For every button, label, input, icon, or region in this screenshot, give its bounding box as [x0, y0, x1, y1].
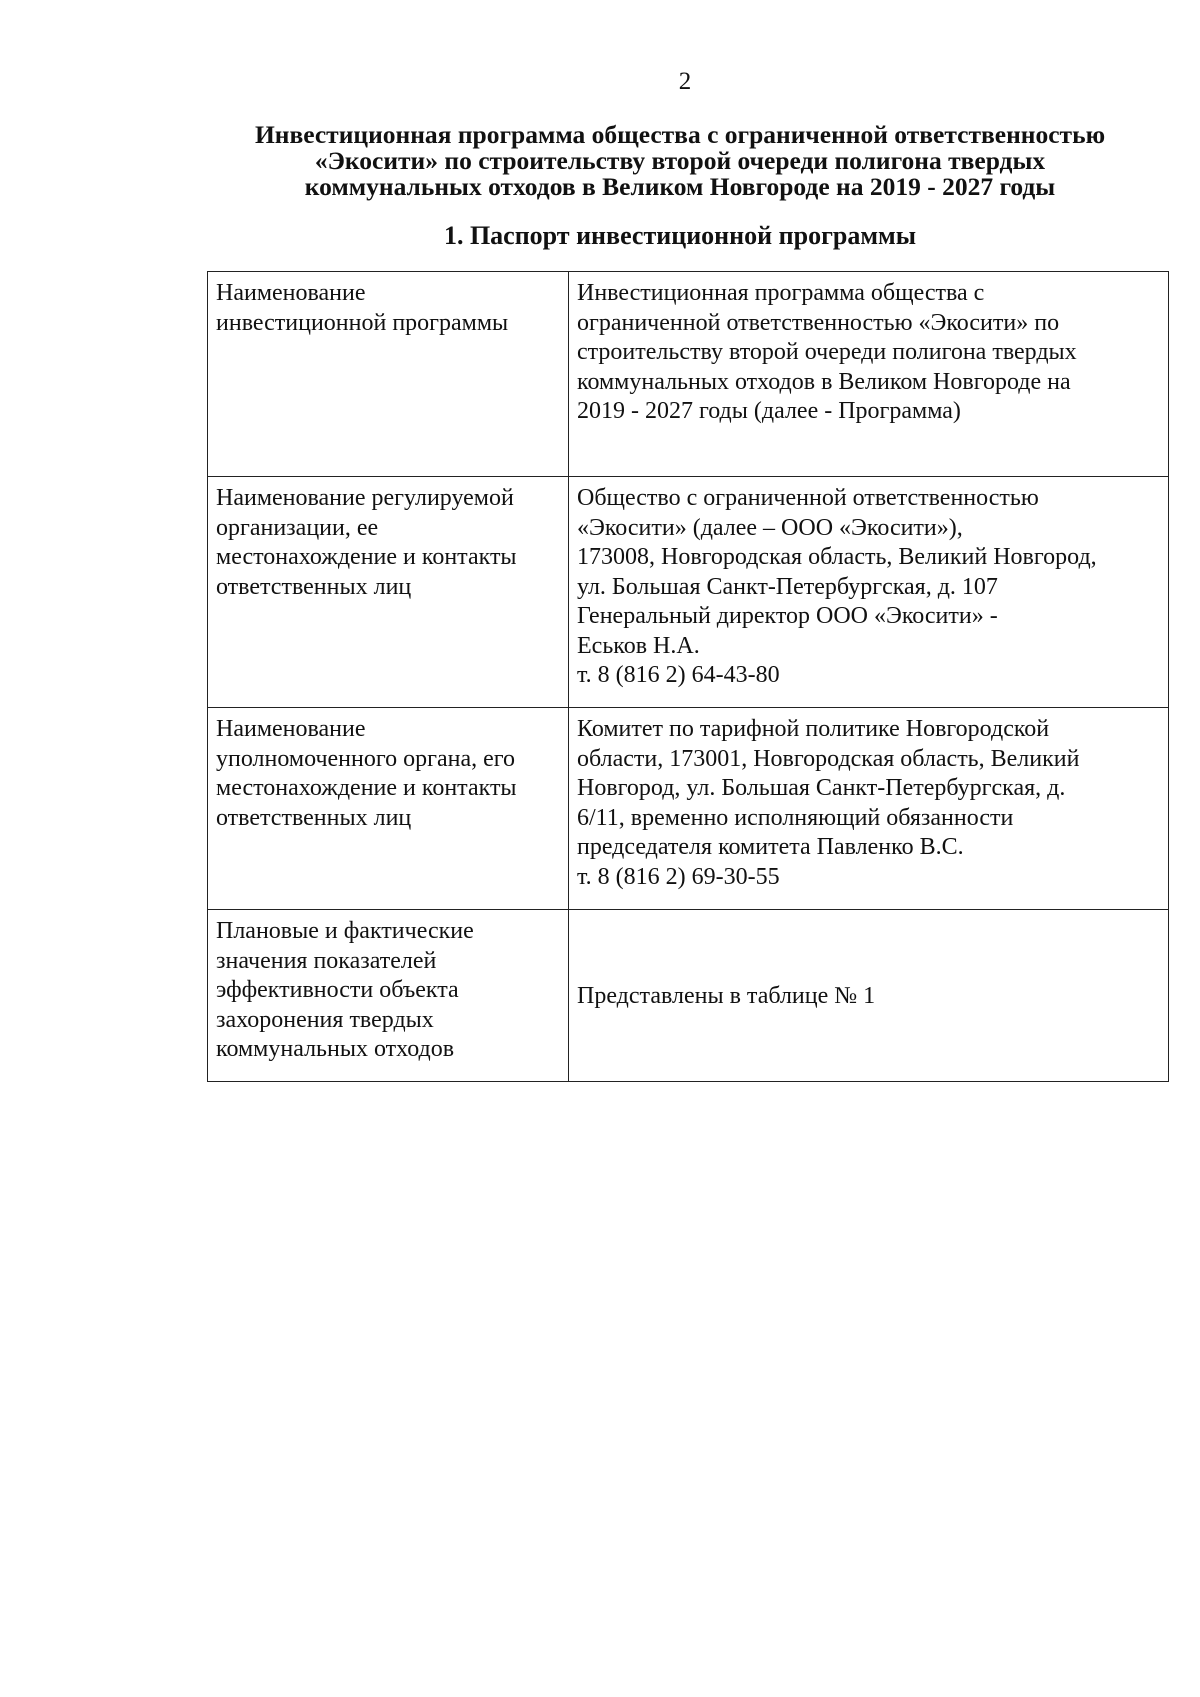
label-line: местонахождение и контакты: [216, 544, 517, 570]
row-label-cell: [208, 910, 569, 1082]
value-line: строительству второй очереди полигона твердых: [577, 339, 1077, 365]
label-line: инвестиционной программы: [216, 309, 509, 336]
document-title: [200, 122, 1160, 200]
value-line: Представлены в таблице № 1: [577, 983, 876, 1010]
label-line: эффективности объекта: [216, 977, 459, 1003]
row-label-cell: [208, 477, 569, 708]
table-row: [208, 477, 1169, 708]
value-line: Еськов Н.А.: [577, 632, 700, 659]
value-line: ул. Большая Санкт-Петербургская, д. 107: [577, 573, 998, 600]
row-value-cell: [569, 910, 1169, 1082]
label-line: Наименование: [216, 280, 366, 306]
label-line: Плановые и фактические: [216, 918, 474, 944]
value-line: области, 173001, Новгородская область, Великий: [577, 745, 1080, 772]
label-line: захоронения твердых: [216, 1006, 434, 1033]
value-line: Общество с ограниченной ответственностью: [577, 485, 1039, 511]
label-line: Наименование регулируемой: [216, 485, 514, 511]
value-line: Комитет по тарифной политике Новгородской: [577, 716, 1050, 742]
row-label-cell: [208, 272, 569, 477]
value-line: 173008, Новгородская область, Великий Новгород,: [577, 544, 1097, 570]
table-row: [208, 272, 1169, 477]
table-row: [208, 910, 1169, 1082]
passport-table: [207, 271, 1169, 1082]
table-row: [208, 708, 1169, 910]
label-line: организации, ее: [216, 514, 379, 541]
row-value-cell: [569, 477, 1169, 708]
value-line: т. 8 (816 2) 69-30-55: [577, 863, 780, 890]
value-line: Генеральный директор ООО «Экосити» -: [577, 603, 998, 629]
value-line: 2019 - 2027 годы (далее - Программа): [577, 398, 961, 424]
value-line: Новгород, ул. Большая Санкт-Петербургская, д.: [577, 775, 1066, 801]
document-title-line: коммунальных отходов в Великом Новгороде на 2019 - 2027 годы: [304, 172, 1056, 201]
label-line: Наименование: [216, 716, 366, 742]
label-line: ответственных лиц: [216, 804, 412, 831]
label-line: местонахождение и контакты: [216, 775, 517, 801]
row-value-cell: [569, 272, 1169, 477]
value-line: председателя комитета Павленко В.С.: [577, 834, 964, 860]
label-line: коммунальных отходов: [216, 1036, 455, 1062]
label-line: ответственных лиц: [216, 573, 412, 600]
value-line: коммунальных отходов в Великом Новгороде на: [577, 368, 1071, 395]
value-line: ограниченной ответственностью «Экосити» по: [577, 309, 1060, 336]
value-line: «Экосити» (далее – ООО «Экосити»),: [577, 514, 963, 541]
document-title-line: Инвестиционная программа общества с ограниченной ответственностью: [254, 120, 1106, 149]
value-line: 6/11, временно исполняющий обязанности: [577, 804, 1014, 831]
label-line: уполномоченного органа, его: [216, 745, 516, 772]
document-title-line: «Экосити» по строительству второй очереди полигона твердых: [314, 146, 1046, 175]
section-title: 1. Паспорт инвестиционной программы: [443, 221, 917, 250]
value-line: Инвестиционная программа общества с: [577, 280, 985, 306]
row-value-cell: [569, 708, 1169, 910]
label-line: значения показателей: [216, 947, 437, 974]
row-label-cell: [208, 708, 569, 910]
value-line: т. 8 (816 2) 64-43-80: [577, 662, 780, 688]
page-number: 2: [678, 68, 692, 95]
